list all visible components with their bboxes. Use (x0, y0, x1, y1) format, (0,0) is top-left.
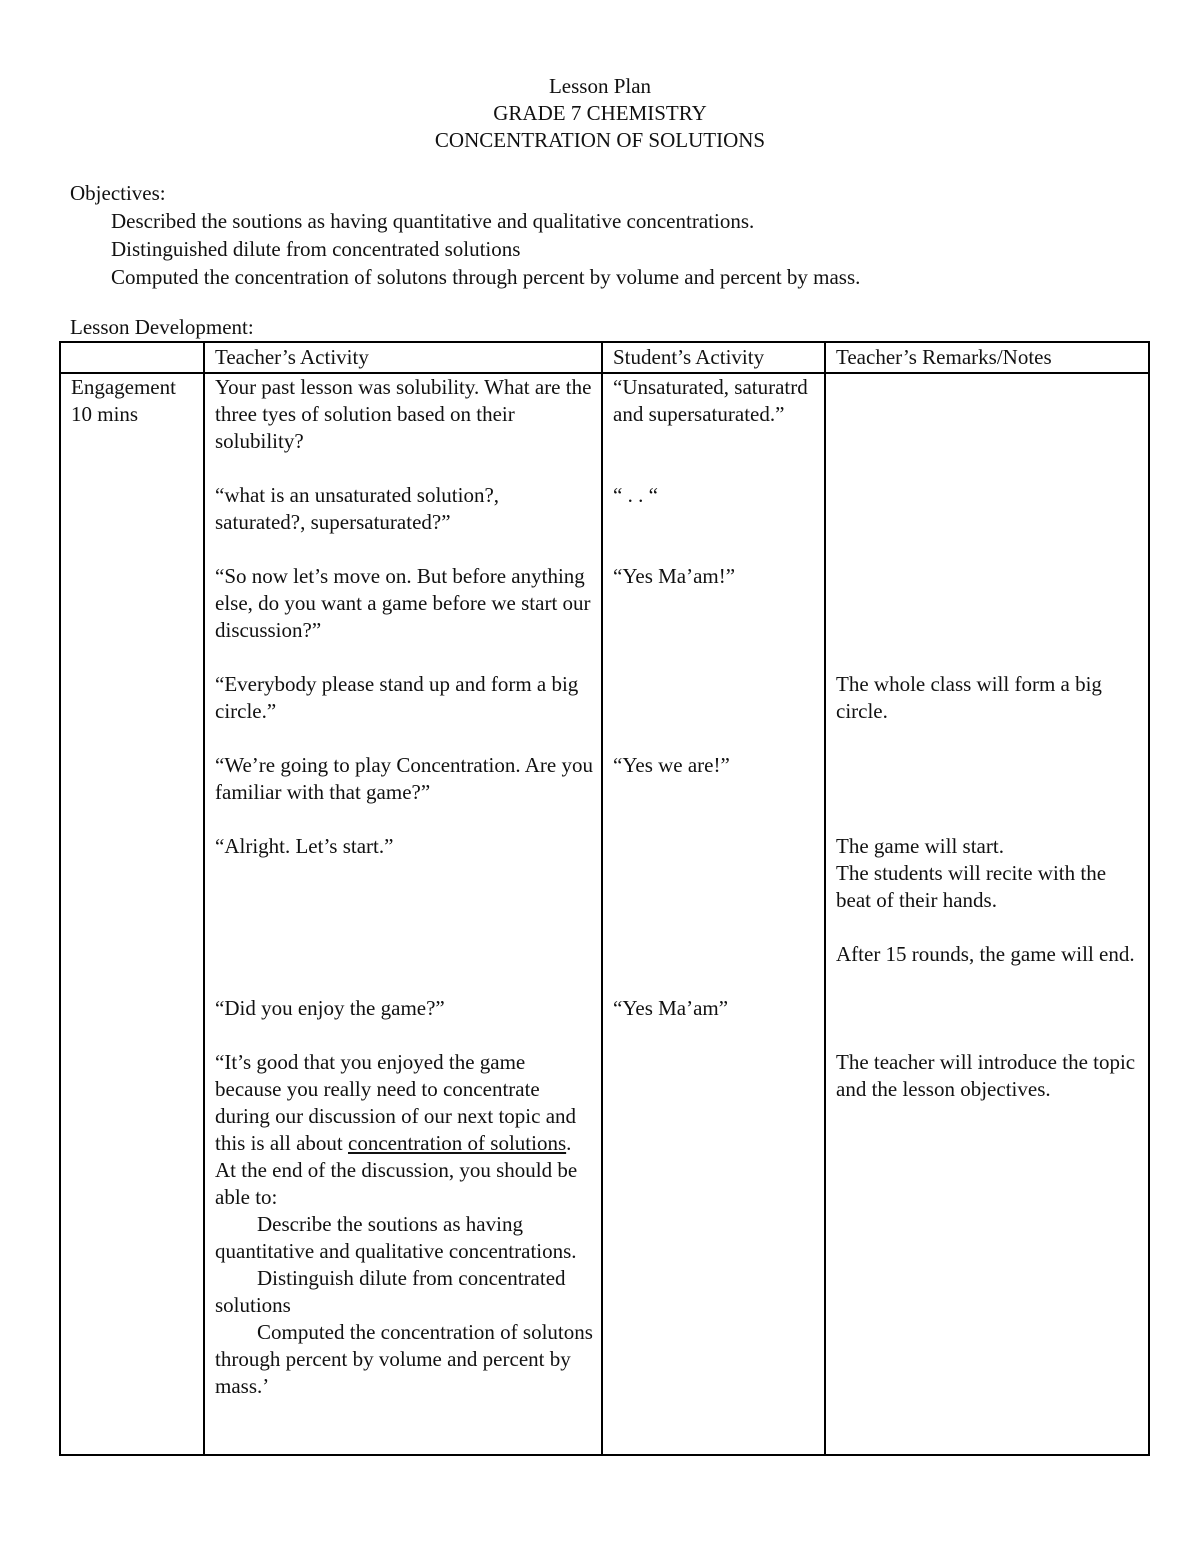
student-line: “Unsaturated, saturatrd and supersaturated.” (613, 375, 808, 426)
phase-name: Engagement (71, 375, 176, 399)
header-cell-student-activity: Student’s Activity (602, 342, 825, 373)
objective-item: Computed the concentration of solutons through percent by volume and percent by mass. (111, 265, 861, 289)
student-line: “Yes we are!” (613, 753, 730, 777)
teacher-line: “Did you enjoy the game?” (215, 996, 445, 1020)
phase-duration: 10 mins (71, 402, 139, 426)
header-cell-remarks: Teacher’s Remarks/Notes (825, 342, 1149, 373)
topic-underline: concentration of solutions (348, 1131, 567, 1155)
remark-line: After 15 rounds, the game will end. (836, 942, 1135, 966)
objective-item: Distinguished dilute from concentrated solutions (111, 237, 521, 261)
remark-line: The teacher will introduce the topic and the lesson objectives. (836, 1050, 1136, 1101)
teacher-objective-item: Describe the soutions as having quantitative and qualitative concentrations. (215, 1212, 577, 1263)
teacher-intro-text: “It’s good that you enjoyed the game because you really need to concentrate during our discussion of our next topic and this is all about concentration of solutions. At the end of the discussion, you should be able to: (215, 1050, 578, 1209)
phase-cell (60, 373, 204, 1455)
lesson-plan-table (59, 341, 1150, 1456)
remark-line: The whole class will form a big circle. (836, 672, 1102, 723)
remark-block (836, 833, 1140, 914)
student-line: “Yes Ma’am” (613, 996, 729, 1020)
table-row-engagement (60, 373, 1149, 1455)
doc-subject: GRADE 7 CHEMISTRY (493, 101, 707, 125)
student-line: “Yes Ma’am!” (613, 564, 736, 588)
student-line: “ . . “ (613, 483, 658, 507)
objective-item: Described the soutions as having quantitative and qualitative concentrations. (111, 209, 755, 233)
table-header-row (60, 342, 1149, 373)
teacher-line: “So now let’s move on. But before anything else, do you want a game before we start our discussion?” (215, 564, 591, 642)
objectives-label: Objectives: (70, 181, 166, 205)
objectives-list (111, 207, 860, 291)
teacher-line: “We’re going to play Concentration. Are you familiar with that game?” (215, 753, 593, 804)
remark-line: The game will start. (836, 834, 1004, 858)
header-cell-phase (60, 342, 204, 373)
teacher-line: “Everybody please stand up and form a big circle.” (215, 672, 579, 723)
student-activity-cell (602, 373, 825, 1455)
teacher-intro-block (215, 1049, 593, 1400)
remark-line: The students will recite with the beat of their hands. (836, 861, 1107, 912)
header-cell-teacher-activity: Teacher’s Activity (204, 342, 602, 373)
doc-topic: CONCENTRATION OF SOLUTIONS (434, 128, 766, 152)
teacher-activity-cell (204, 373, 602, 1455)
teacher-line: “what is an unsaturated solution?, saturated?, supersaturated?” (215, 483, 500, 534)
teacher-objective-item: Computed the concentration of solutons through percent by volume and percent by mass.’ (215, 1320, 593, 1398)
teacher-line: “Alright. Let’s start.” (215, 834, 394, 858)
teacher-line: Your past lesson was solubility. What are the three tyes of solution based on their solubility? (215, 375, 592, 453)
lesson-development-label: Lesson Development: (70, 315, 254, 339)
remarks-cell (825, 373, 1149, 1455)
teacher-objective-item: Distinguish dilute from concentrated solutions (215, 1266, 566, 1317)
doc-title: Lesson Plan (548, 74, 652, 98)
